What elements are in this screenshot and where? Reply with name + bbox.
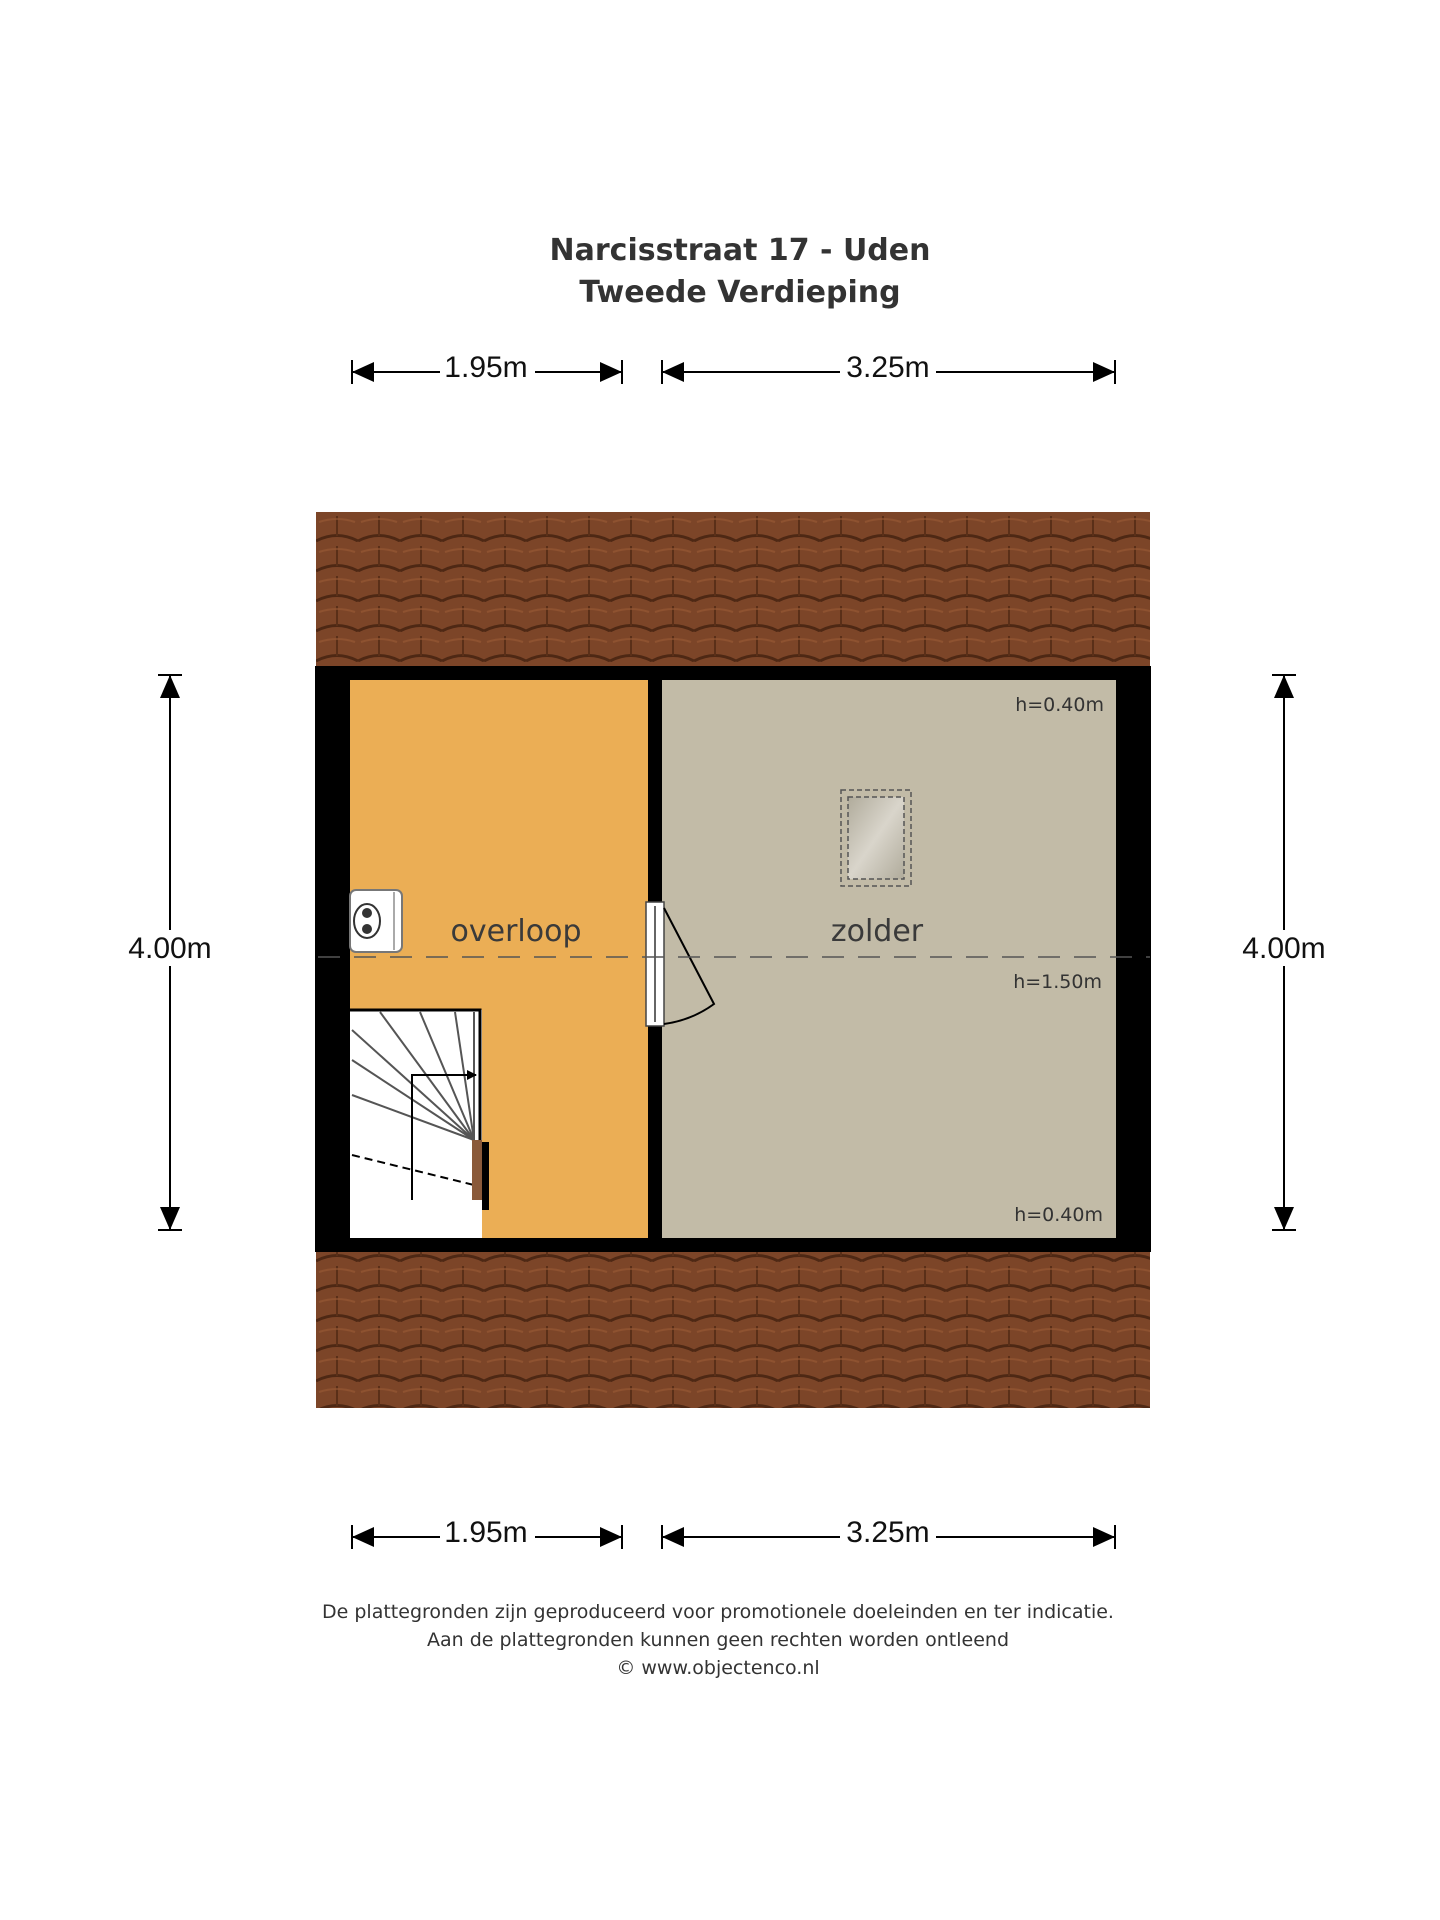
disclaimer-line-2: Aan de plattegronden kunnen geen rechten worden ontleend [426, 1629, 1010, 1651]
height-label-bottom: h=0.40m [1014, 1204, 1103, 1226]
copyright-line: © www.objectenco.nl [616, 1657, 820, 1679]
height-label-top: h=0.40m [1015, 694, 1104, 716]
disclaimer-line-1: De plattegronden zijn geproduceerd voor promotionele doeleinden en ter indicatie. [322, 1601, 1114, 1623]
dimension-bottom-right [662, 1516, 1115, 1549]
room-label-zolder: zolder [830, 914, 924, 949]
dimension-label: 1.95m [444, 1516, 528, 1549]
height-label-middle: h=1.50m [1013, 971, 1102, 993]
dimension-label: 3.25m [846, 1516, 930, 1549]
dimension-label: 1.95m [444, 351, 528, 384]
dimension-label: 3.25m [846, 351, 930, 384]
staircase [350, 1010, 489, 1238]
dimension-right [1232, 675, 1336, 1230]
roof-tiles-top [316, 512, 1150, 670]
dimension-left [118, 675, 222, 1230]
skylight-icon [841, 790, 911, 886]
dimension-top-right [662, 351, 1115, 384]
room-zolder [662, 680, 1116, 1238]
dimension-label: 4.00m [128, 932, 212, 965]
dimension-bottom-left [352, 1516, 622, 1549]
dimension-top-left [352, 351, 622, 384]
dimension-label: 4.00m [1242, 932, 1326, 965]
boiler-icon [350, 890, 402, 952]
room-label-overloop: overloop [450, 914, 582, 949]
roof-tiles-bottom [316, 1250, 1150, 1408]
plan-title-address: Narcisstraat 17 - Uden [549, 233, 931, 268]
plan-title-floor: Tweede Verdieping [579, 275, 901, 310]
